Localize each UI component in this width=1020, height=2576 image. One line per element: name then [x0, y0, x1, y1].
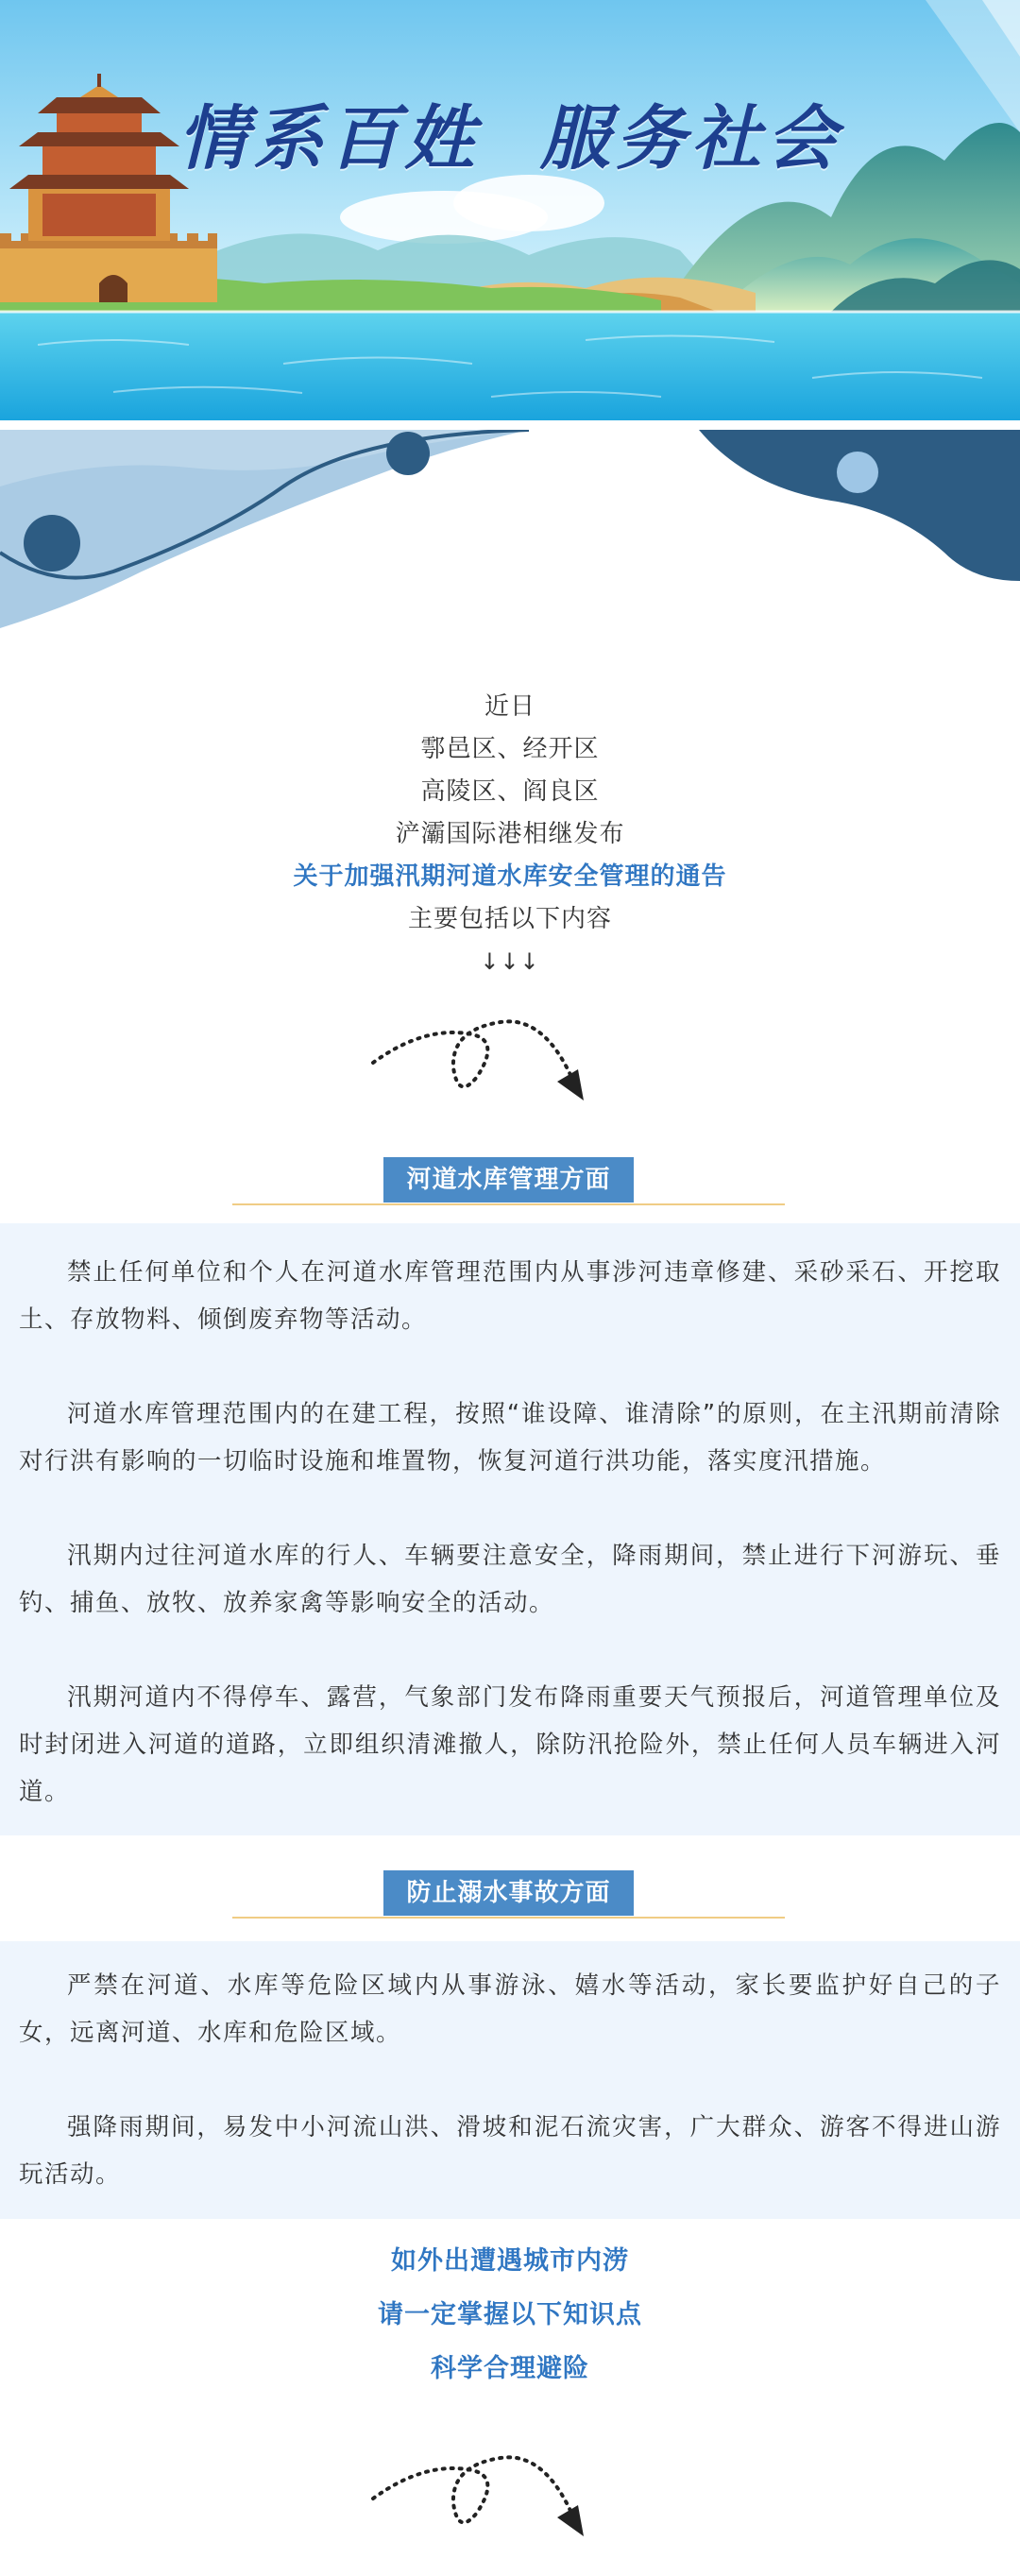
paragraph: 严禁在河道、水库等危险区域内从事游泳、嬉水等活动，家长要监护好自己的子女，远离河道、水库和危险区域。 — [19, 1971, 1001, 2047]
wave-decoration — [0, 430, 1020, 633]
closing-line: 科学合理避险 — [431, 2354, 589, 2383]
section-panel-drowning — [0, 1941, 1020, 2219]
intro-subline: 主要包括以下内容 — [407, 905, 612, 933]
closing-line: 请一定掌握以下知识点 — [378, 2300, 642, 2329]
paragraph: 禁止任何单位和个人在河道水库管理范围内从事涉河违章修建、采砂采石、开挖取土、存放物料、倾倒废弃物等活动。 — [19, 1258, 1001, 1334]
section-title: 河道水库管理方面 — [383, 1157, 634, 1203]
notice-title: 关于加强汛期河道水库安全管理的通告 — [293, 862, 727, 891]
intro-line: 浐灞国际港相继发布 — [395, 820, 625, 848]
paragraph: 汛期内过往河道水库的行人、车辆要注意安全，降雨期间，禁止进行下河游玩、垂钓、捕鱼、放牧、放养家禽等影响安全的活动。 — [19, 1542, 1001, 1617]
section-header-river-reservoir — [232, 1157, 785, 1216]
intro-line: 近日 — [484, 692, 536, 721]
down-arrows-icon: ↓↓↓ — [480, 948, 540, 975]
section-header-rule — [232, 1203, 785, 1205]
dotted-swirl-arrow-icon — [368, 2447, 595, 2550]
section-panel-river-reservoir — [0, 1223, 1020, 1835]
paragraph: 强降雨期间，易发中小河流山洪、滑坡和泥石流灾害，广大群众、游客不得进山游玩活动。 — [19, 2113, 1001, 2189]
section-header-rule — [232, 1917, 785, 1919]
paragraph: 汛期河道内不得停车、露营，气象部门发布降雨重要天气预报后，河道管理单位及时封闭进入河道的道路，立即组织清滩撤人，除防汛抢险外，禁止任何人员车辆进入河道。 — [19, 1683, 1001, 1806]
banner-landscape-illustration — [0, 0, 1020, 420]
closing-line: 如外出遭遇城市内涝 — [391, 2246, 629, 2276]
intro-line: 高陵区、阎良区 — [420, 777, 600, 806]
section-header-drowning — [232, 1870, 785, 1929]
banner-title: 情系百姓 服务社会 — [178, 98, 842, 179]
header-banner — [0, 0, 1020, 420]
paragraph: 河道水库管理范围内的在建工程，按照“谁设障、谁清除”的原则，在主汛期前清除对行洪有影响的一切临时设施和堆置物，恢复河道行洪功能，落实度汛措施。 — [19, 1400, 1001, 1476]
intro-block — [0, 686, 1020, 983]
closing-block — [0, 2234, 1020, 2396]
intro-line: 鄠邑区、经开区 — [420, 735, 600, 763]
dotted-swirl-arrow-icon — [368, 1011, 595, 1115]
section-title: 防止溺水事故方面 — [383, 1870, 634, 1916]
